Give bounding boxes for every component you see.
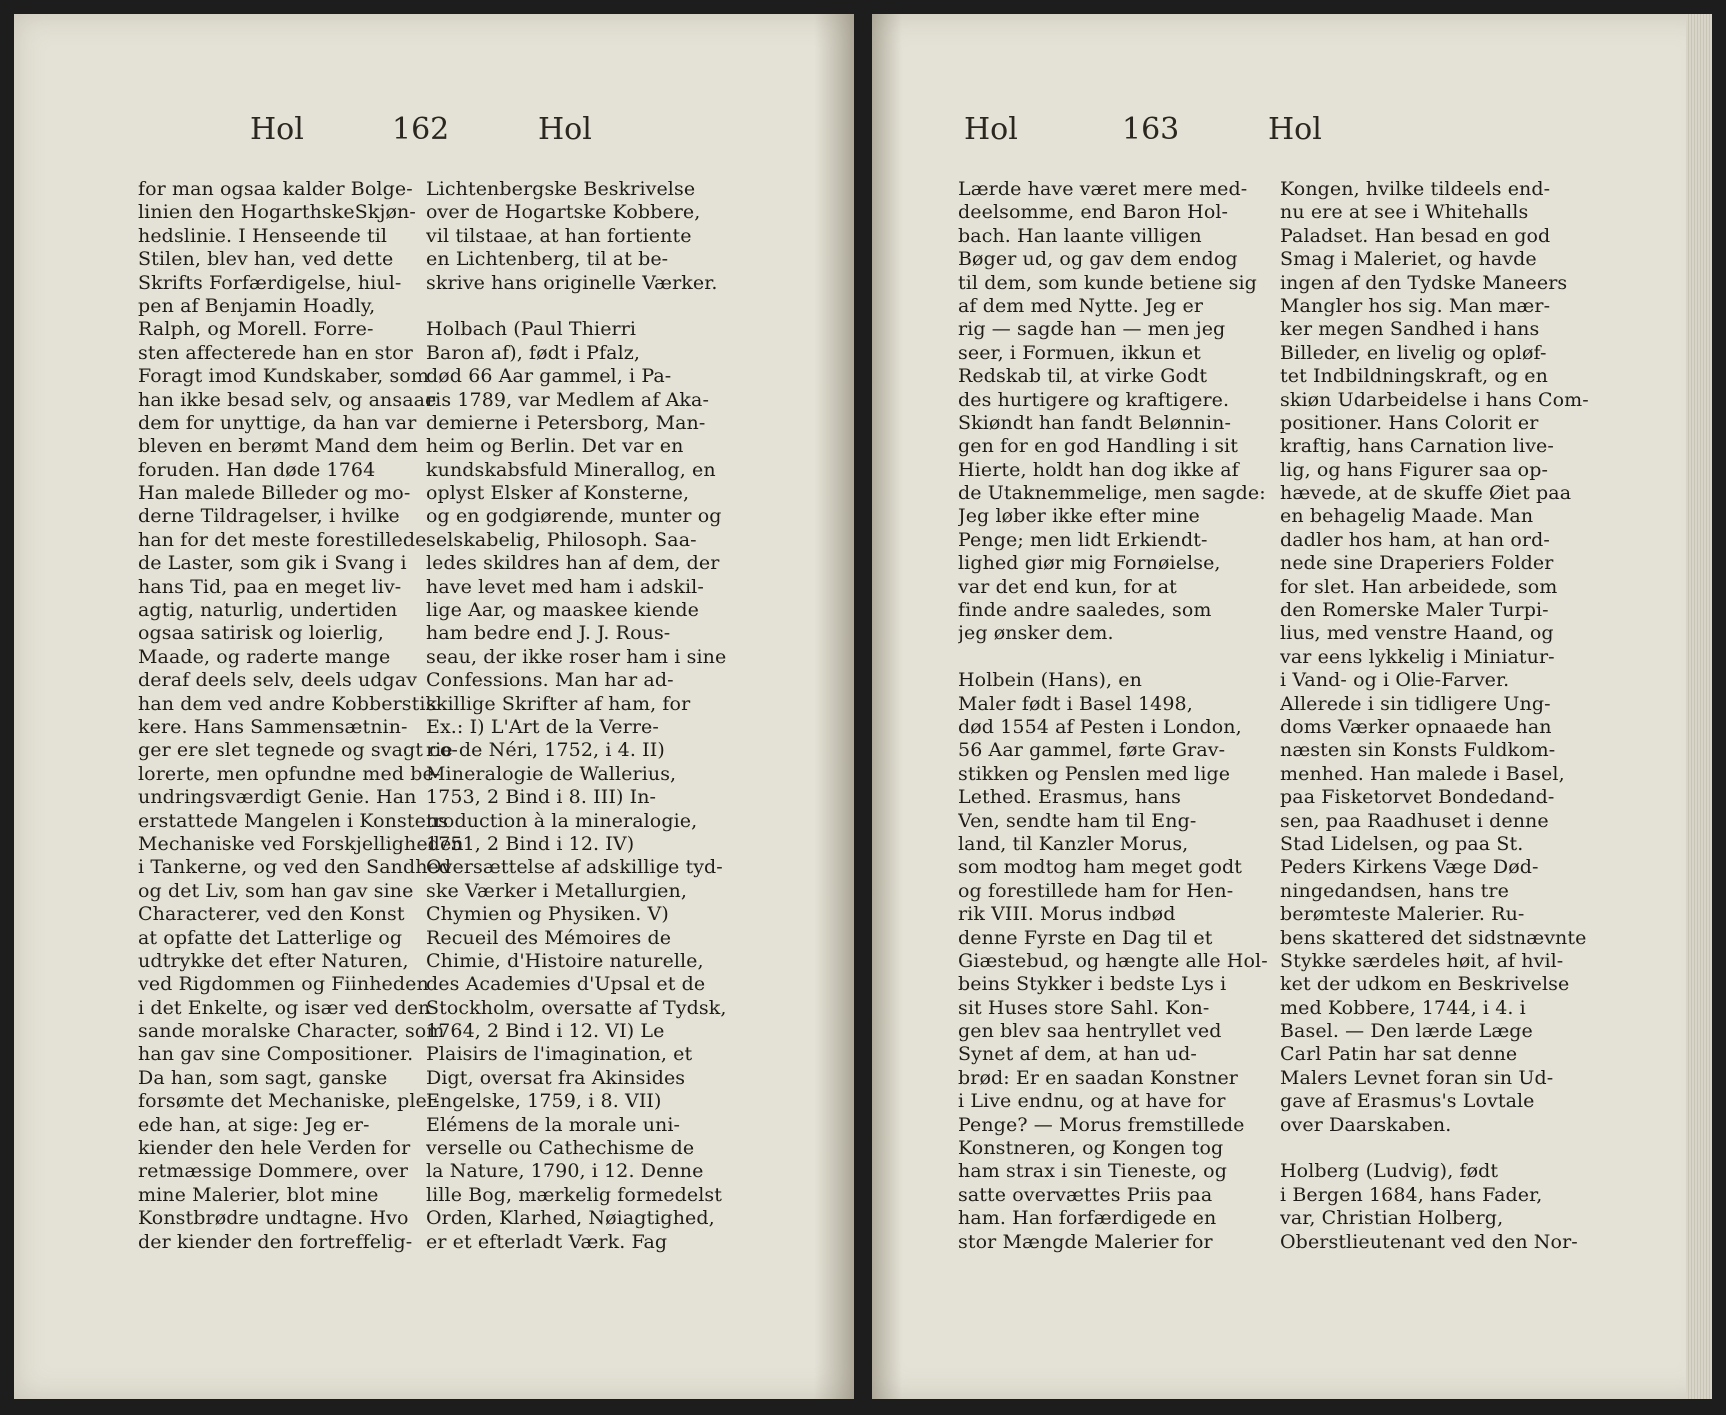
text-line: bach. Han laante villigen [958, 224, 1202, 247]
text-line: ogsaa satirisk og loierlig, [138, 622, 384, 645]
text-line: død 1554 af Pesten i London, [958, 715, 1242, 738]
text-line: til dem, som kunde betiene sig [958, 271, 1257, 294]
text-line: gen for en god Handling i sit [958, 435, 1238, 458]
text-line: over de Hogartske Kobbere, [426, 201, 701, 224]
right-page-column-2 [1280, 178, 1589, 1254]
text-line: Hierte, holdt han dog ikke af [958, 458, 1239, 481]
text-line: Malers Levnet foran sin Ud- [1280, 1066, 1554, 1089]
text-line: næsten sin Konsts Fuldkom- [1280, 739, 1556, 762]
text-line: Stilen, blev han, ved dette [138, 248, 394, 271]
text-line: ved Rigdommen og Fiinheden [138, 973, 429, 996]
text-line: Synet af dem, at han ud- [958, 1043, 1197, 1066]
text-line: lige Aar, og maaskee kiende [426, 599, 700, 622]
text-line: med Kobbere, 1744, i 4. i [1280, 996, 1526, 1019]
left-page-header [14, 112, 854, 162]
text-line: kraftig, hans Carnation live- [1280, 435, 1554, 458]
text-line: Oberstlieutenant ved den Nor- [1280, 1230, 1578, 1253]
gutter-shadow [814, 14, 854, 1399]
right-page [872, 14, 1712, 1399]
text-line: i det Enkelte, og især ved den [138, 996, 431, 1019]
text-line: Holbein (Hans), en [958, 669, 1142, 692]
text-line: lig, og hans Figurer saa op- [1280, 458, 1549, 481]
text-line [1280, 1137, 1589, 1160]
text-line: Han malede Billeder og mo- [138, 482, 411, 505]
text-line: 1751, 2 Bind i 12. IV) [426, 832, 635, 855]
text-line: foruden. Han døde 1764 [138, 458, 376, 481]
text-line: de Utaknemmelige, men sagde: [958, 482, 1266, 505]
text-line: i Tankerne, og ved den Sandhed [138, 856, 452, 879]
text-line: Engelske, 1759, i 8. VII) [426, 1090, 662, 1113]
text-line: stor Mængde Malerier for [958, 1230, 1213, 1253]
text-line: over Daarskaben. [1280, 1113, 1452, 1136]
text-line [426, 295, 727, 318]
text-line: Maade, og raderte mange [138, 645, 391, 668]
text-line: rie de Néri, 1752, i 4. II) [426, 739, 665, 762]
text-line: des hurtigere og kraftigere. [958, 388, 1230, 411]
text-line: seau, der ikke roser ham i sine [426, 645, 727, 668]
text-line: nede sine Draperiers Folder [1280, 552, 1554, 575]
text-line: Chymien og Physiken. V) [426, 903, 669, 926]
text-line: ham. Han forfærdigede en [958, 1207, 1217, 1230]
text-line: ingen af den Tydske Maneers [1280, 271, 1568, 294]
text-line: Basel. — Den lærde Læge [1280, 1020, 1533, 1043]
text-line: Paladset. Han besad en god [1280, 224, 1551, 247]
page-number: 163 [1122, 112, 1180, 147]
text-line: bens skattered det sidstnævnte [1280, 926, 1587, 949]
text-line: han ikke besad selv, og ansaae [138, 388, 437, 411]
left-page-column-1 [138, 178, 464, 1254]
text-line: la Nature, 1790, i 12. Denne [426, 1160, 704, 1183]
text-line: ham bedre end J. J. Rous- [426, 622, 671, 645]
text-line: i Vand- og i Olie-Farver. [1280, 669, 1510, 692]
left-page-column-2 [426, 178, 727, 1254]
text-line: tet Indbildningskraft, og en [1280, 365, 1548, 388]
text-line: han for det meste forestillede [138, 528, 427, 551]
text-line: den Romerske Maler Turpi- [1280, 599, 1549, 622]
text-line: satte overvættes Priis paa [958, 1183, 1213, 1206]
text-line: at opfatte det Latterlige og [138, 926, 403, 949]
gutter-shadow [872, 14, 902, 1399]
text-line: Oversættelse af adskillige tyd- [426, 856, 723, 879]
text-line: brød: Er en saadan Konstner [958, 1066, 1238, 1089]
text-line: 1764, 2 Bind i 12. VI) Le [426, 1020, 665, 1043]
text-line: Penge? — Morus fremstillede [958, 1113, 1245, 1136]
text-line: udtrykke det efter Naturen, [138, 949, 409, 972]
text-line: Mineralogie de Wallerius, [426, 762, 677, 785]
text-line: Bøger ud, og gav dem endog [958, 248, 1238, 271]
text-line: Ex.: I) L'Art de la Verre- [426, 715, 659, 738]
text-line: 56 Aar gammel, førte Grav- [958, 739, 1226, 762]
text-line: heim og Berlin. Det var en [426, 435, 684, 458]
text-line: 1753, 2 Bind i 8. III) In- [426, 786, 657, 809]
right-page-header [872, 112, 1712, 162]
text-line: denne Fyrste en Dag til et [958, 926, 1213, 949]
text-line: rig — sagde han — men jeg [958, 318, 1226, 341]
text-line: kiender den hele Verden for [138, 1137, 411, 1160]
text-line: ger ere slet tegnede og svagt co- [138, 739, 458, 762]
text-line: vil tilstaae, at han fortiente [426, 224, 692, 247]
text-line: der kiender den fortreffelig- [138, 1230, 413, 1253]
text-line: Billeder, en livelig og opløf- [1280, 341, 1547, 364]
right-page-column-1 [958, 178, 1268, 1254]
text-line: Konstneren, og Kongen tog [958, 1137, 1224, 1160]
text-line: de Laster, som gik i Svang i [138, 552, 407, 575]
text-line: lorerte, men opfundne med be- [138, 762, 441, 785]
text-line: pen af Benjamin Hoadly, [138, 294, 376, 317]
text-line: som modtog ham meget godt [958, 856, 1243, 879]
page-number: 162 [392, 112, 450, 147]
header-guideword-left: Hol [964, 112, 1018, 147]
text-line: paa Fisketorvet Bondedand- [1280, 786, 1555, 809]
text-line: agtig, naturlig, undertiden [138, 599, 398, 622]
text-line: Skiøndt han fandt Belønnin- [958, 411, 1232, 434]
text-line: verselle ou Cathechisme de [426, 1137, 695, 1160]
text-line: og forestillede ham for Hen- [958, 879, 1234, 902]
text-line: skiøn Udarbeidelse i hans Com- [1280, 388, 1589, 411]
header-guideword-right: Hol [1268, 112, 1322, 147]
text-line: Giæstebud, og hængte alle Hol- [958, 949, 1268, 972]
text-line: kundskabsfuld Minerallog, en [426, 458, 716, 481]
text-line: dadler hos ham, at han ord- [1280, 528, 1550, 551]
text-line: forsømte det Mechaniske, plei- [138, 1090, 440, 1113]
text-line: af dem med Nytte. Jeg er [958, 294, 1204, 317]
text-line: ske Værker i Metallurgien, [426, 879, 687, 902]
text-line: jeg ønsker dem. [958, 622, 1114, 645]
text-line: skrive hans originelle Værker. [426, 271, 718, 294]
text-line: ningedandsen, hans tre [1280, 879, 1509, 902]
text-line: ker megen Sandhed i hans [1280, 318, 1540, 341]
text-line: undringsværdigt Genie. Han [138, 786, 417, 809]
text-line: Penge; men lidt Erkiendt- [958, 528, 1208, 551]
text-line: Holbach (Paul Thierri [426, 318, 637, 341]
header-guideword-left: Hol [250, 112, 304, 147]
text-line: sen, paa Raadhuset i denne [1280, 809, 1549, 832]
text-line: lille Bog, mærkelig formedelst [426, 1183, 722, 1206]
text-line: Allerede i sin tidligere Ung- [1280, 692, 1551, 715]
page-edge-stack [1686, 14, 1712, 1399]
text-line: Lichtenbergske Beskrivelse [426, 178, 696, 200]
text-line: Maler født i Basel 1498, [958, 692, 1193, 715]
text-line: des Academies d'Upsal et de [426, 973, 706, 996]
text-line: hans Tid, paa en meget liv- [138, 575, 402, 598]
text-line: var eens lykkelig i Miniatur- [1280, 645, 1555, 668]
text-line: han gav sine Compositioner. [138, 1043, 414, 1066]
text-line: nu ere at see i Whitehalls [1280, 201, 1529, 224]
text-line: en Lichtenberg, til at be- [426, 248, 669, 271]
text-line: deraf deels selv, deels udgav [138, 669, 418, 692]
text-line: sit Huses store Sahl. Kon- [958, 996, 1210, 1019]
text-line: erstattede Mangelen i Konstens [138, 809, 449, 832]
text-line: og en godgiørende, munter og [426, 505, 722, 528]
text-line: beins Stykker i bedste Lys i [958, 973, 1227, 996]
text-line: Smag i Maleriet, og havde [1280, 248, 1537, 271]
text-line: i Bergen 1684, hans Fader, [1280, 1183, 1543, 1206]
text-line: have levet med ham i adskil- [426, 575, 704, 598]
text-line: mine Malerier, blot mine [138, 1183, 379, 1206]
text-line: Elémens de la morale uni- [426, 1113, 681, 1136]
text-line: Stockholm, oversatte af Tydsk, [426, 996, 727, 1019]
text-line: Kongen, hvilke tildeels end- [1280, 178, 1551, 200]
text-line: bleven en berømt Mand dem [138, 435, 419, 458]
text-line: Peders Kirkens Væge Død- [1280, 856, 1539, 879]
text-line: positioner. Hans Colorit er [1280, 411, 1539, 434]
text-line: Ven, sendte ham til Eng- [958, 809, 1197, 832]
text-line: Mangler hos sig. Man mær- [1280, 294, 1551, 317]
text-line: derne Tildragelser, i hvilke [138, 505, 400, 528]
header-guideword-right: Hol [538, 112, 592, 147]
text-line: retmæssige Dommere, over [138, 1160, 409, 1183]
text-line: ris 1789, var Medlem af Aka- [426, 388, 709, 411]
text-line: ket der udkom en Beskrivelse [1280, 973, 1570, 996]
text-line: Da han, som sagt, ganske [138, 1066, 388, 1089]
text-line: Characterer, ved den Konst [138, 903, 405, 926]
text-line: Holberg (Ludvig), født [1280, 1160, 1499, 1183]
text-line: Lethed. Erasmus, hans [958, 786, 1181, 809]
text-line: troduction à la mineralogie, [426, 809, 698, 832]
text-line: land, til Kanzler Morus, [958, 832, 1189, 855]
text-line: doms Værker opnaaede han [1280, 715, 1552, 738]
text-line: død 66 Aar gammel, i Pa- [426, 365, 672, 388]
text-line: demierne i Petersborg, Man- [426, 411, 706, 434]
text-line: Recueil des Mémoires de [426, 926, 672, 949]
text-line: menhed. Han malede i Basel, [1280, 762, 1565, 785]
text-line: Foragt imod Kundskaber, som [138, 365, 429, 388]
text-line: dem for unyttige, da han var [138, 411, 417, 434]
text-line [958, 646, 1268, 669]
text-line: er et efterladt Værk. Fag [426, 1230, 668, 1253]
text-line: Lærde have været mere med- [958, 178, 1248, 200]
text-line: berømteste Malerier. Ru- [1280, 903, 1525, 926]
text-line: ledes skildres han af dem, der [426, 552, 720, 575]
text-line: og det Liv, som han gav sine [138, 879, 414, 902]
text-line: deelsomme, end Baron Hol- [958, 201, 1229, 224]
text-line: rik VIII. Morus indbød [958, 903, 1176, 926]
text-line: finde andre saaledes, som [958, 599, 1212, 622]
text-line: ham strax i sin Tieneste, og [958, 1160, 1227, 1183]
text-line: Jeg løber ikke efter mine [958, 505, 1200, 528]
text-line: hedslinie. I Henseende til [138, 224, 388, 247]
text-line: ede han, at sige: Jeg er- [138, 1113, 370, 1136]
text-line: en behagelig Maade. Man [1280, 505, 1534, 528]
text-line: sten affecterede han en stor [138, 341, 413, 364]
left-page [14, 14, 854, 1399]
text-line: lius, med venstre Haand, og [1280, 622, 1554, 645]
text-line: seer, i Formuen, ikkun et [958, 341, 1201, 364]
text-line: oplyst Elsker af Konsterne, [426, 482, 690, 505]
text-line: linien den HogarthskeSkjøn- [138, 201, 416, 224]
text-line: lighed giør mig Fornøielse, [958, 552, 1221, 575]
text-line: var det end kun, for at [958, 575, 1177, 598]
text-line: i Live endnu, og at have for [958, 1090, 1226, 1113]
text-line: han dem ved andre Kobberstik- [138, 692, 444, 715]
text-line: Carl Patin har sat denne [1280, 1043, 1518, 1066]
text-line: hævede, at de skuffe Øiet paa [1280, 482, 1572, 505]
text-line: selskabelig, Philosoph. Saa- [426, 528, 697, 551]
text-line: Ralph, og Morell. Forre- [138, 318, 374, 341]
text-line: Stykke særdeles høit, af hvil- [1280, 949, 1564, 972]
text-line: sande moralske Character, som [138, 1020, 445, 1043]
text-line: for man ogsaa kalder Bolge- [138, 178, 413, 200]
text-line: kere. Hans Sammensætnin- [138, 715, 408, 738]
text-line: for slet. Han arbeidede, som [1280, 575, 1558, 598]
text-line: Stad Lidelsen, og paa St. [1280, 832, 1524, 855]
text-line: Konstbrødre undtagne. Hvo [138, 1207, 409, 1230]
text-line: Orden, Klarhed, Nøiagtighed, [426, 1207, 715, 1230]
text-line: stikken og Penslen med lige [958, 762, 1231, 785]
text-line: Skrifts Forfærdigelse, hiul- [138, 271, 402, 294]
text-line: gen blev saa hentryllet ved [958, 1020, 1222, 1043]
text-line: Confessions. Man har ad- [426, 669, 674, 692]
text-line: gave af Erasmus's Lovtale [1280, 1090, 1535, 1113]
text-line: skillige Skrifter af ham, for [426, 692, 691, 715]
text-line: Plaisirs de l'imagination, et [426, 1043, 693, 1066]
text-line: var, Christian Holberg, [1280, 1207, 1504, 1230]
text-line: Mechaniske ved Forskjelligheden [138, 832, 464, 855]
text-line: Chimie, d'Histoire naturelle, [426, 949, 704, 972]
text-line: Redskab til, at virke Godt [958, 365, 1208, 388]
text-line: Digt, oversat fra Akinsides [426, 1066, 686, 1089]
text-line: Baron af), født i Pfalz, [426, 341, 641, 364]
